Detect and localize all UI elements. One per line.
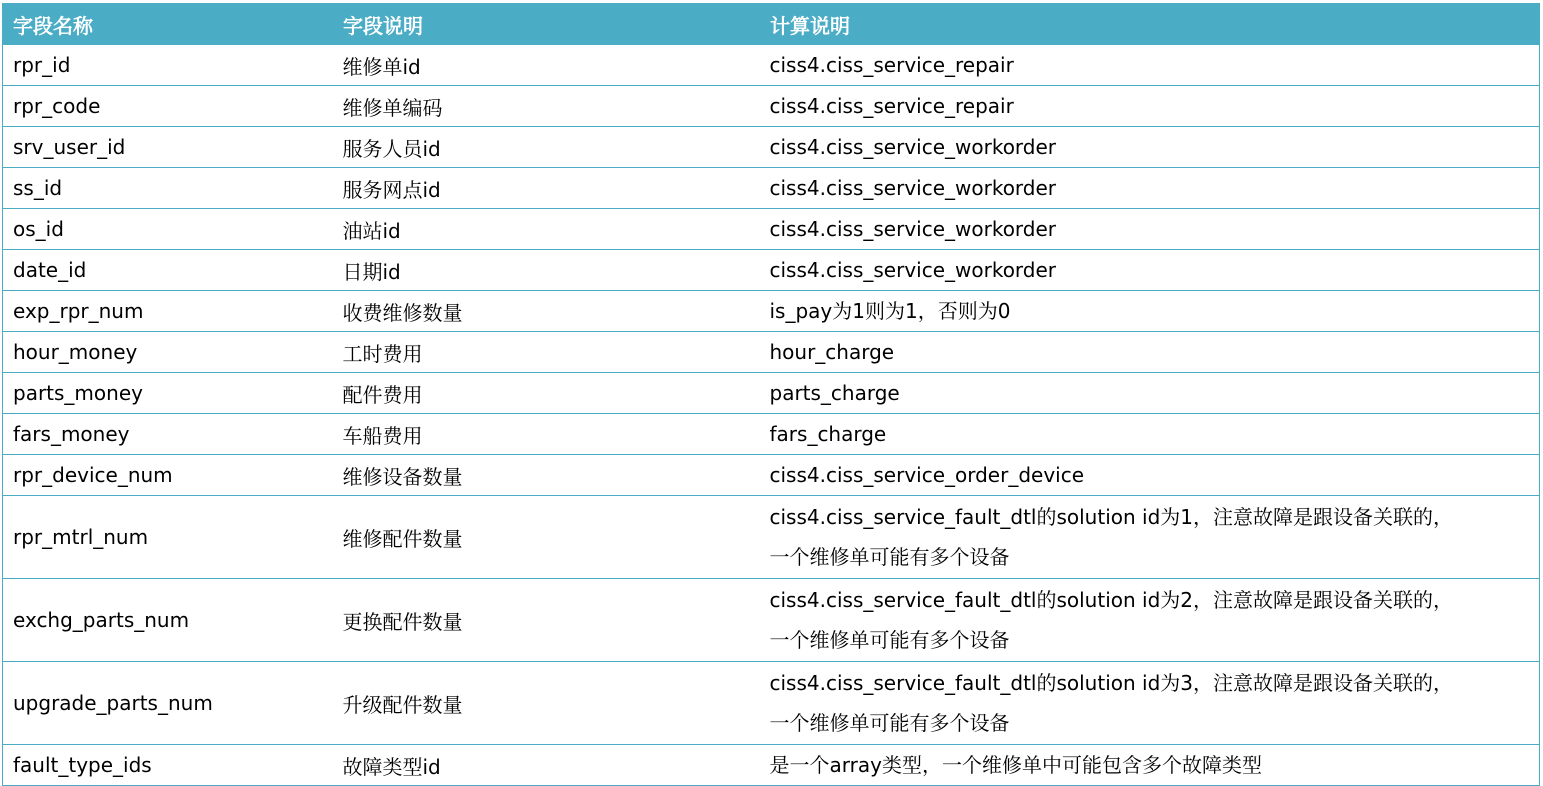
cell-field-name: rpr_device_num [3, 455, 333, 496]
table-row [3, 496, 1540, 579]
cell-field-name: srv_user_id [3, 127, 333, 168]
cell-calculation-description [760, 496, 1540, 579]
table-row [3, 332, 1540, 373]
calculation-line: fars_charge [769, 422, 887, 446]
cell-field-description: 工时费用 [333, 332, 760, 373]
table-row [3, 373, 1540, 414]
header-field-name: 字段名称 [3, 4, 333, 45]
calculation-line: ciss4.ciss_service_fault_dtl的solution id为2，注意故障是跟设备关联的， [769, 588, 1454, 612]
table-row [3, 579, 1540, 662]
cell-field-name: rpr_code [3, 86, 333, 127]
cell-field-name: rpr_mtrl_num [3, 496, 333, 579]
cell-calculation-description [760, 127, 1540, 168]
cell-calculation-description [760, 745, 1540, 786]
cell-field-name: hour_money [3, 332, 333, 373]
calculation-line: hour_charge [769, 340, 895, 364]
calculation-line: 是一个array类型，一个维修单中可能包含多个故障类型 [769, 753, 1262, 777]
cell-field-description: 油站id [333, 209, 760, 250]
cell-calculation-description [760, 86, 1540, 127]
cell-field-description: 维修单id [333, 45, 760, 86]
calculation-line: 一个维修单可能有多个设备 [769, 628, 1010, 652]
calculation-line: ciss4.ciss_service_repair [769, 94, 1014, 118]
cell-field-description: 升级配件数量 [333, 662, 760, 745]
cell-field-name: upgrade_parts_num [3, 662, 333, 745]
calculation-line: ciss4.ciss_service_workorder [769, 176, 1057, 200]
cell-calculation-description [760, 662, 1540, 745]
calculation-line: ciss4.ciss_service_workorder [769, 217, 1057, 241]
table-header [3, 4, 1540, 45]
cell-field-description: 日期id [333, 250, 760, 291]
cell-field-description: 维修配件数量 [333, 496, 760, 579]
table-row [3, 291, 1540, 332]
table-row [3, 414, 1540, 455]
calculation-line: parts_charge [769, 381, 900, 405]
cell-field-name: rpr_id [3, 45, 333, 86]
cell-field-description: 服务人员id [333, 127, 760, 168]
calculation-line: ciss4.ciss_service_repair [769, 53, 1014, 77]
cell-calculation-description [760, 455, 1540, 496]
cell-field-name: exchg_parts_num [3, 579, 333, 662]
calculation-line: is_pay为1则为1，否则为0 [769, 299, 1011, 323]
table-row [3, 209, 1540, 250]
cell-field-name: date_id [3, 250, 333, 291]
cell-field-description: 故障类型id [333, 745, 760, 786]
table-row [3, 455, 1540, 496]
cell-field-name: ss_id [3, 168, 333, 209]
cell-calculation-description [760, 332, 1540, 373]
table-row [3, 662, 1540, 745]
cell-field-description: 更换配件数量 [333, 579, 760, 662]
cell-field-description: 配件费用 [333, 373, 760, 414]
header-row [3, 4, 1540, 45]
calculation-line: 一个维修单可能有多个设备 [769, 711, 1010, 735]
header-field-description: 字段说明 [333, 4, 760, 45]
calculation-line: ciss4.ciss_service_workorder [769, 258, 1057, 282]
field-definition-table-container [2, 3, 1539, 786]
cell-field-description: 维修设备数量 [333, 455, 760, 496]
cell-calculation-description [760, 579, 1540, 662]
table-body [3, 45, 1540, 786]
cell-field-description: 车船费用 [333, 414, 760, 455]
cell-field-description: 收费维修数量 [333, 291, 760, 332]
cell-field-description: 维修单编码 [333, 86, 760, 127]
table-row [3, 45, 1540, 86]
table-row [3, 250, 1540, 291]
cell-calculation-description [760, 168, 1540, 209]
table-row [3, 745, 1540, 786]
cell-calculation-description [760, 373, 1540, 414]
cell-field-name: fault_type_ids [3, 745, 333, 786]
field-definition-table [2, 3, 1540, 786]
cell-calculation-description [760, 414, 1540, 455]
table-row [3, 127, 1540, 168]
calculation-line: ciss4.ciss_service_fault_dtl的solution id为3，注意故障是跟设备关联的， [769, 671, 1454, 695]
cell-field-name: fars_money [3, 414, 333, 455]
calculation-line: ciss4.ciss_service_workorder [769, 135, 1057, 159]
calculation-line: ciss4.ciss_service_fault_dtl的solution id为1，注意故障是跟设备关联的， [769, 505, 1454, 529]
cell-field-description: 服务网点id [333, 168, 760, 209]
cell-calculation-description [760, 209, 1540, 250]
cell-field-name: os_id [3, 209, 333, 250]
calculation-line: 一个维修单可能有多个设备 [769, 545, 1010, 569]
cell-calculation-description [760, 291, 1540, 332]
cell-field-name: exp_rpr_num [3, 291, 333, 332]
cell-field-name: parts_money [3, 373, 333, 414]
table-row [3, 86, 1540, 127]
table-row [3, 168, 1540, 209]
cell-calculation-description [760, 250, 1540, 291]
calculation-line: ciss4.ciss_service_order_device [769, 463, 1085, 487]
cell-calculation-description [760, 45, 1540, 86]
header-calculation-description: 计算说明 [760, 4, 1540, 45]
